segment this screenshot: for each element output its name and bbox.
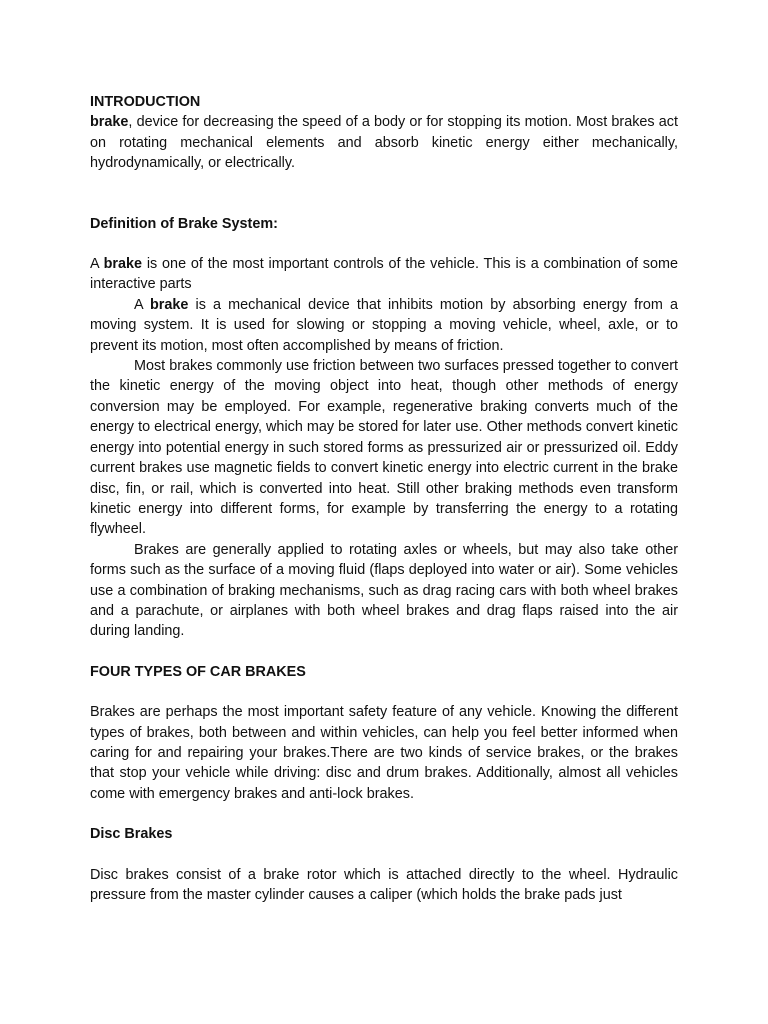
brake-term: brake [90,114,129,131]
definition-heading: Definition of Brake System: [90,215,278,232]
brake-term: brake [103,256,143,273]
definition-p2-text: is a mechanical device that inhibits motion by absorbing energy from a moving system. It is used for slowing or stopping a moving vehicle, wheel, axle, or to prevent its motion, most often accomplished by means of friction. [90,296,678,354]
disc-brakes-heading: Disc Brakes [90,826,173,843]
definition-p1-text: is one of the most important controls of the vehicle. This is a combination of some interactive parts [90,256,678,293]
definition-paragraph-4: Brakes are generally applied to rotating axles or wheels, but may also take other forms such as the surface of a moving fluid (flaps deployed into water or air). Some vehicles use a combination of braking mechanisms, such as drag racing cars with both wheel brakes and a parachute, or airplanes with both wheel brakes and drag flaps raised into the air during landing. [90,541,678,640]
disc-brakes-paragraph: Disc brakes consist of a brake rotor which is attached directly to the wheel. Hydraulic pressure from the master cylinder causes a caliper (which holds the brake pads just [90,866,678,903]
introduction-paragraph [90,112,678,173]
brake-term: brake [149,296,189,313]
definition-p2-lead: A [134,296,150,313]
four-types-paragraph: Brakes are perhaps the most important safety feature of any vehicle. Knowing the different types of brakes, both between and within vehicles, can help you feel better informed when caring for and repairing your brakes.There are two kinds of service brakes, or the brakes that stop your vehicle while driving: disc and drum brakes. Additionally, almost all vehicles come with emergency brakes and anti-lock brakes. [90,704,678,802]
definition-paragraph-3: Most brakes commonly use friction between two surfaces pressed together to convert the kinetic energy of the moving object into heat, though other methods of energy conversion may be employed. For example, regenerative braking converts much of the energy to electrical energy, which may be stored for later use. Other methods convert kinetic energy into potential energy in such stored forms as pressurized air or pressurized oil. Eddy current brakes use magnetic fields to convert kinetic energy into electric current in the brake disc, fin, or rail, which is converted into heat. Still other braking methods even transform kinetic energy into different forms, for example by transferring the energy to a rotating flywheel. [90,358,678,538]
four-types-heading: FOUR TYPES OF CAR BRAKES [90,663,306,680]
definition-paragraph-2 [90,295,678,356]
introduction-heading: INTRODUCTION [90,94,201,110]
introduction-text: , device for decreasing the speed of a body or for stopping its motion. Most brakes act on rotating mechanical elements and absorb kinetic energy either mechanically, hydrodynamically, or electrically. [90,114,678,172]
definition-paragraph-1 [90,254,678,295]
definition-p1-lead: A [90,256,104,273]
